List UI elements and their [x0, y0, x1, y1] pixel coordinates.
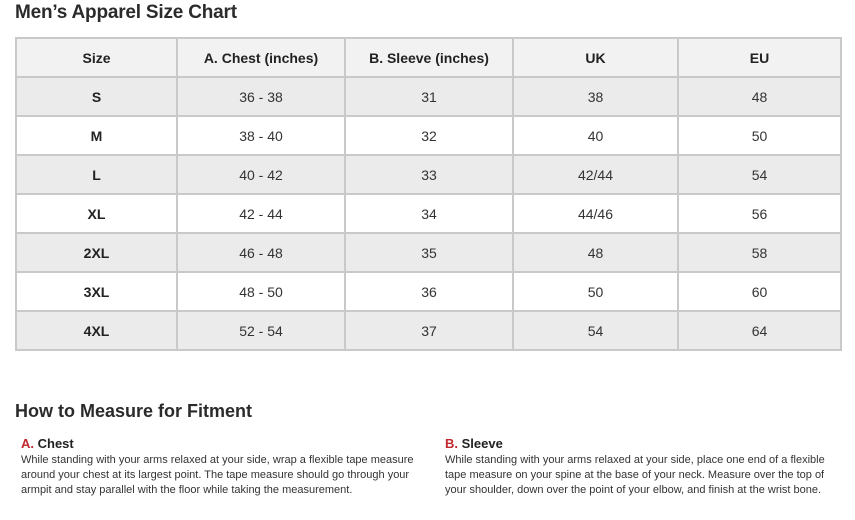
uk-cell: 40 — [513, 116, 678, 155]
uk-cell: 48 — [513, 233, 678, 272]
sleeve-cell: 36 — [345, 272, 513, 311]
chest-cell: 42 - 44 — [177, 194, 345, 233]
header-sleeve: B. Sleeve (inches) — [345, 38, 513, 77]
header-eu: EU — [678, 38, 841, 77]
chest-cell: 52 - 54 — [177, 311, 345, 350]
eu-cell: 58 — [678, 233, 841, 272]
sleeve-letter: B. — [445, 436, 458, 451]
measure-section-title: How to Measure for Fitment — [15, 401, 253, 421]
sleeve-cell: 37 — [345, 311, 513, 350]
eu-cell: 56 — [678, 194, 841, 233]
chest-text: While standing with your arms relaxed at your side, wrap a flexible tape measure around your chest at its largest point. The tape measure should go through your armpit and stay parallel with the floor while taking the measurement. — [21, 454, 414, 496]
table-row — [16, 194, 841, 233]
chest-label: Chest — [37, 436, 74, 451]
page-title: Men’s Apparel Size Chart — [15, 2, 237, 23]
sleeve-label: Sleeve — [461, 436, 503, 451]
uk-cell: 50 — [513, 272, 678, 311]
size-cell: L — [16, 155, 177, 194]
chest-cell: 38 - 40 — [177, 116, 345, 155]
size-chart-table — [15, 37, 842, 351]
size-cell: XL — [16, 194, 177, 233]
sleeve-text: While standing with your arms relaxed at your side, place one end of a flexible tape measure on your spine at the base of your neck. Measure over the top of your shoulder, down over the point of your elbow, and finish at the wrist bone. — [445, 454, 825, 496]
chest-cell: 48 - 50 — [177, 272, 345, 311]
uk-cell: 42/44 — [513, 155, 678, 194]
chest-heading — [21, 436, 421, 451]
chest-cell: 40 - 42 — [177, 155, 345, 194]
sleeve-instructions — [445, 436, 845, 498]
table-row — [16, 311, 841, 350]
table-row — [16, 272, 841, 311]
sleeve-cell: 34 — [345, 194, 513, 233]
header-size: Size — [16, 38, 177, 77]
uk-cell: 54 — [513, 311, 678, 350]
size-cell: S — [16, 77, 177, 116]
uk-cell: 44/46 — [513, 194, 678, 233]
eu-cell: 60 — [678, 272, 841, 311]
chest-letter: A. — [21, 436, 34, 451]
size-cell: M — [16, 116, 177, 155]
header-uk: UK — [513, 38, 678, 77]
sleeve-cell: 35 — [345, 233, 513, 272]
chest-cell: 46 - 48 — [177, 233, 345, 272]
header-chest: A. Chest (inches) — [177, 38, 345, 77]
eu-cell: 50 — [678, 116, 841, 155]
size-cell: 4XL — [16, 311, 177, 350]
chest-cell: 36 - 38 — [177, 77, 345, 116]
size-cell: 2XL — [16, 233, 177, 272]
eu-cell: 64 — [678, 311, 841, 350]
table-row — [16, 77, 841, 116]
sleeve-cell: 32 — [345, 116, 513, 155]
chest-instructions — [21, 436, 421, 498]
size-cell: 3XL — [16, 272, 177, 311]
eu-cell: 48 — [678, 77, 841, 116]
table-row — [16, 116, 841, 155]
sleeve-cell: 31 — [345, 77, 513, 116]
uk-cell: 38 — [513, 77, 678, 116]
table-row — [16, 233, 841, 272]
sleeve-cell: 33 — [345, 155, 513, 194]
table-row — [16, 155, 841, 194]
sleeve-heading — [445, 436, 845, 451]
table-header-row — [16, 38, 841, 77]
eu-cell: 54 — [678, 155, 841, 194]
